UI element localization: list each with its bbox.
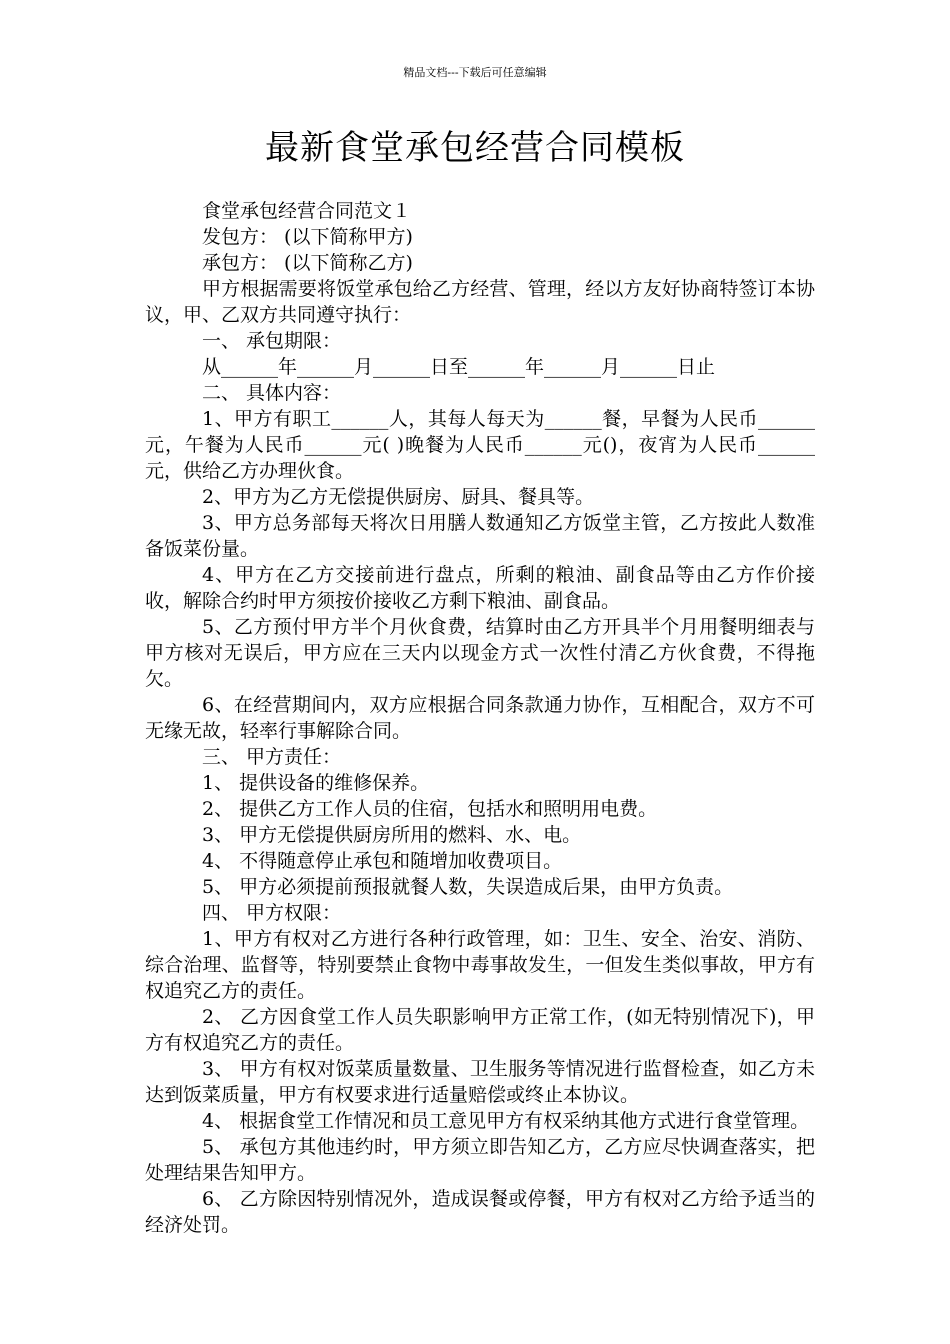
paragraph: 1、甲方有权对乙方进行各种行政管理，如：卫生、安全、治安、消防、综合治理、监督等，特别要禁止食物中毒事故发生，一但发生类似事故，甲方有权追究乙方的责任。 (145, 928, 815, 1002)
paragraph: 5、 承包方其他违约时，甲方须立即告知乙方，乙方应尽快调查落实，把处理结果告知甲方。 (145, 1136, 815, 1184)
section-heading: 二、 具体内容： (202, 382, 342, 404)
paragraph: 4、甲方在乙方交接前进行盘点，所剩的粮油、副食品等由乙方作价接收，解除合约时甲方须按价接收乙方剩下粮油、副食品。 (145, 564, 815, 612)
document-body (145, 198, 815, 1238)
paragraph: 6、 乙方除因特别情况外，造成误餐或停餐，甲方有权对乙方给予适当的经济处罚。 (145, 1188, 815, 1236)
paragraph: 2、甲方为乙方无偿提供厨房、厨具、餐具等。 (202, 486, 595, 508)
paragraph: 5、乙方预付甲方半个月伙食费，结算时由乙方开具半个月用餐明细表与甲方核对无误后，甲方应在三天内以现金方式一次性付清乙方伙食费，不得拖欠。 (145, 616, 815, 690)
paragraph: 发包方： (以下简称甲方) (202, 226, 413, 248)
paragraph: 承包方： (以下简称乙方) (202, 252, 413, 274)
paragraph: 食堂承包经营合同范文１ (202, 200, 412, 222)
paragraph: 4、 不得随意停止承包和随增加收费项目。 (202, 850, 563, 872)
paragraph: 2、 乙方因食堂工作人员失职影响甲方正常工作，(如无特别情况下)，甲方有权追究乙方的责任。 (145, 1006, 815, 1054)
paragraph: 1、甲方有职工______人，其每人每天为______餐，早餐为人民币______元，午餐为人民币______元( )晚餐为人民币______元()，夜宵为人民币______元，供给乙方办理伙食。 (145, 408, 815, 482)
paragraph: 5、 甲方必须提前预报就餐人数，失误造成后果，由甲方负责。 (202, 876, 734, 898)
section-heading: 一、 承包期限： (202, 330, 342, 352)
paragraph: 3、 甲方有权对饭菜质量数量、卫生服务等情况进行监督检查，如乙方未达到饭菜质量，甲方有权要求进行适量赔偿或终止本协议。 (145, 1058, 815, 1106)
paragraph: 3、 甲方无偿提供厨房所用的燃料、水、电。 (202, 824, 582, 846)
paragraph: 从______年______月______日至______年______月______日止 (202, 356, 716, 378)
paragraph: 2、 提供乙方工作人员的住宿，包括水和照明用电费。 (202, 798, 658, 820)
section-heading: 三、 甲方责任： (202, 746, 342, 768)
section-heading: 四、 甲方权限： (202, 902, 342, 924)
paragraph: 6、在经营期间内，双方应根据合同条款通力协作，互相配合，双方不可无缘无故，轻率行事解除合同。 (145, 694, 815, 742)
paragraph: 甲方根据需要将饭堂承包给乙方经营、管理，经以方友好协商特签订本协议，甲、乙双方共同遵守执行： (145, 278, 815, 326)
paragraph: 4、 根据食堂工作情况和员工意见甲方有权采纳其他方式进行食堂管理。 (202, 1110, 810, 1132)
header-note: 精品文档---下载后可任意编辑 (403, 66, 547, 79)
paragraph: 1、 提供设备的维修保养。 (202, 772, 430, 794)
document-title: 最新食堂承包经营合同模板 (265, 128, 685, 168)
paragraph: 3、甲方总务部每天将次日用膳人数通知乙方饭堂主管，乙方按此人数准备饭菜份量。 (145, 512, 815, 560)
